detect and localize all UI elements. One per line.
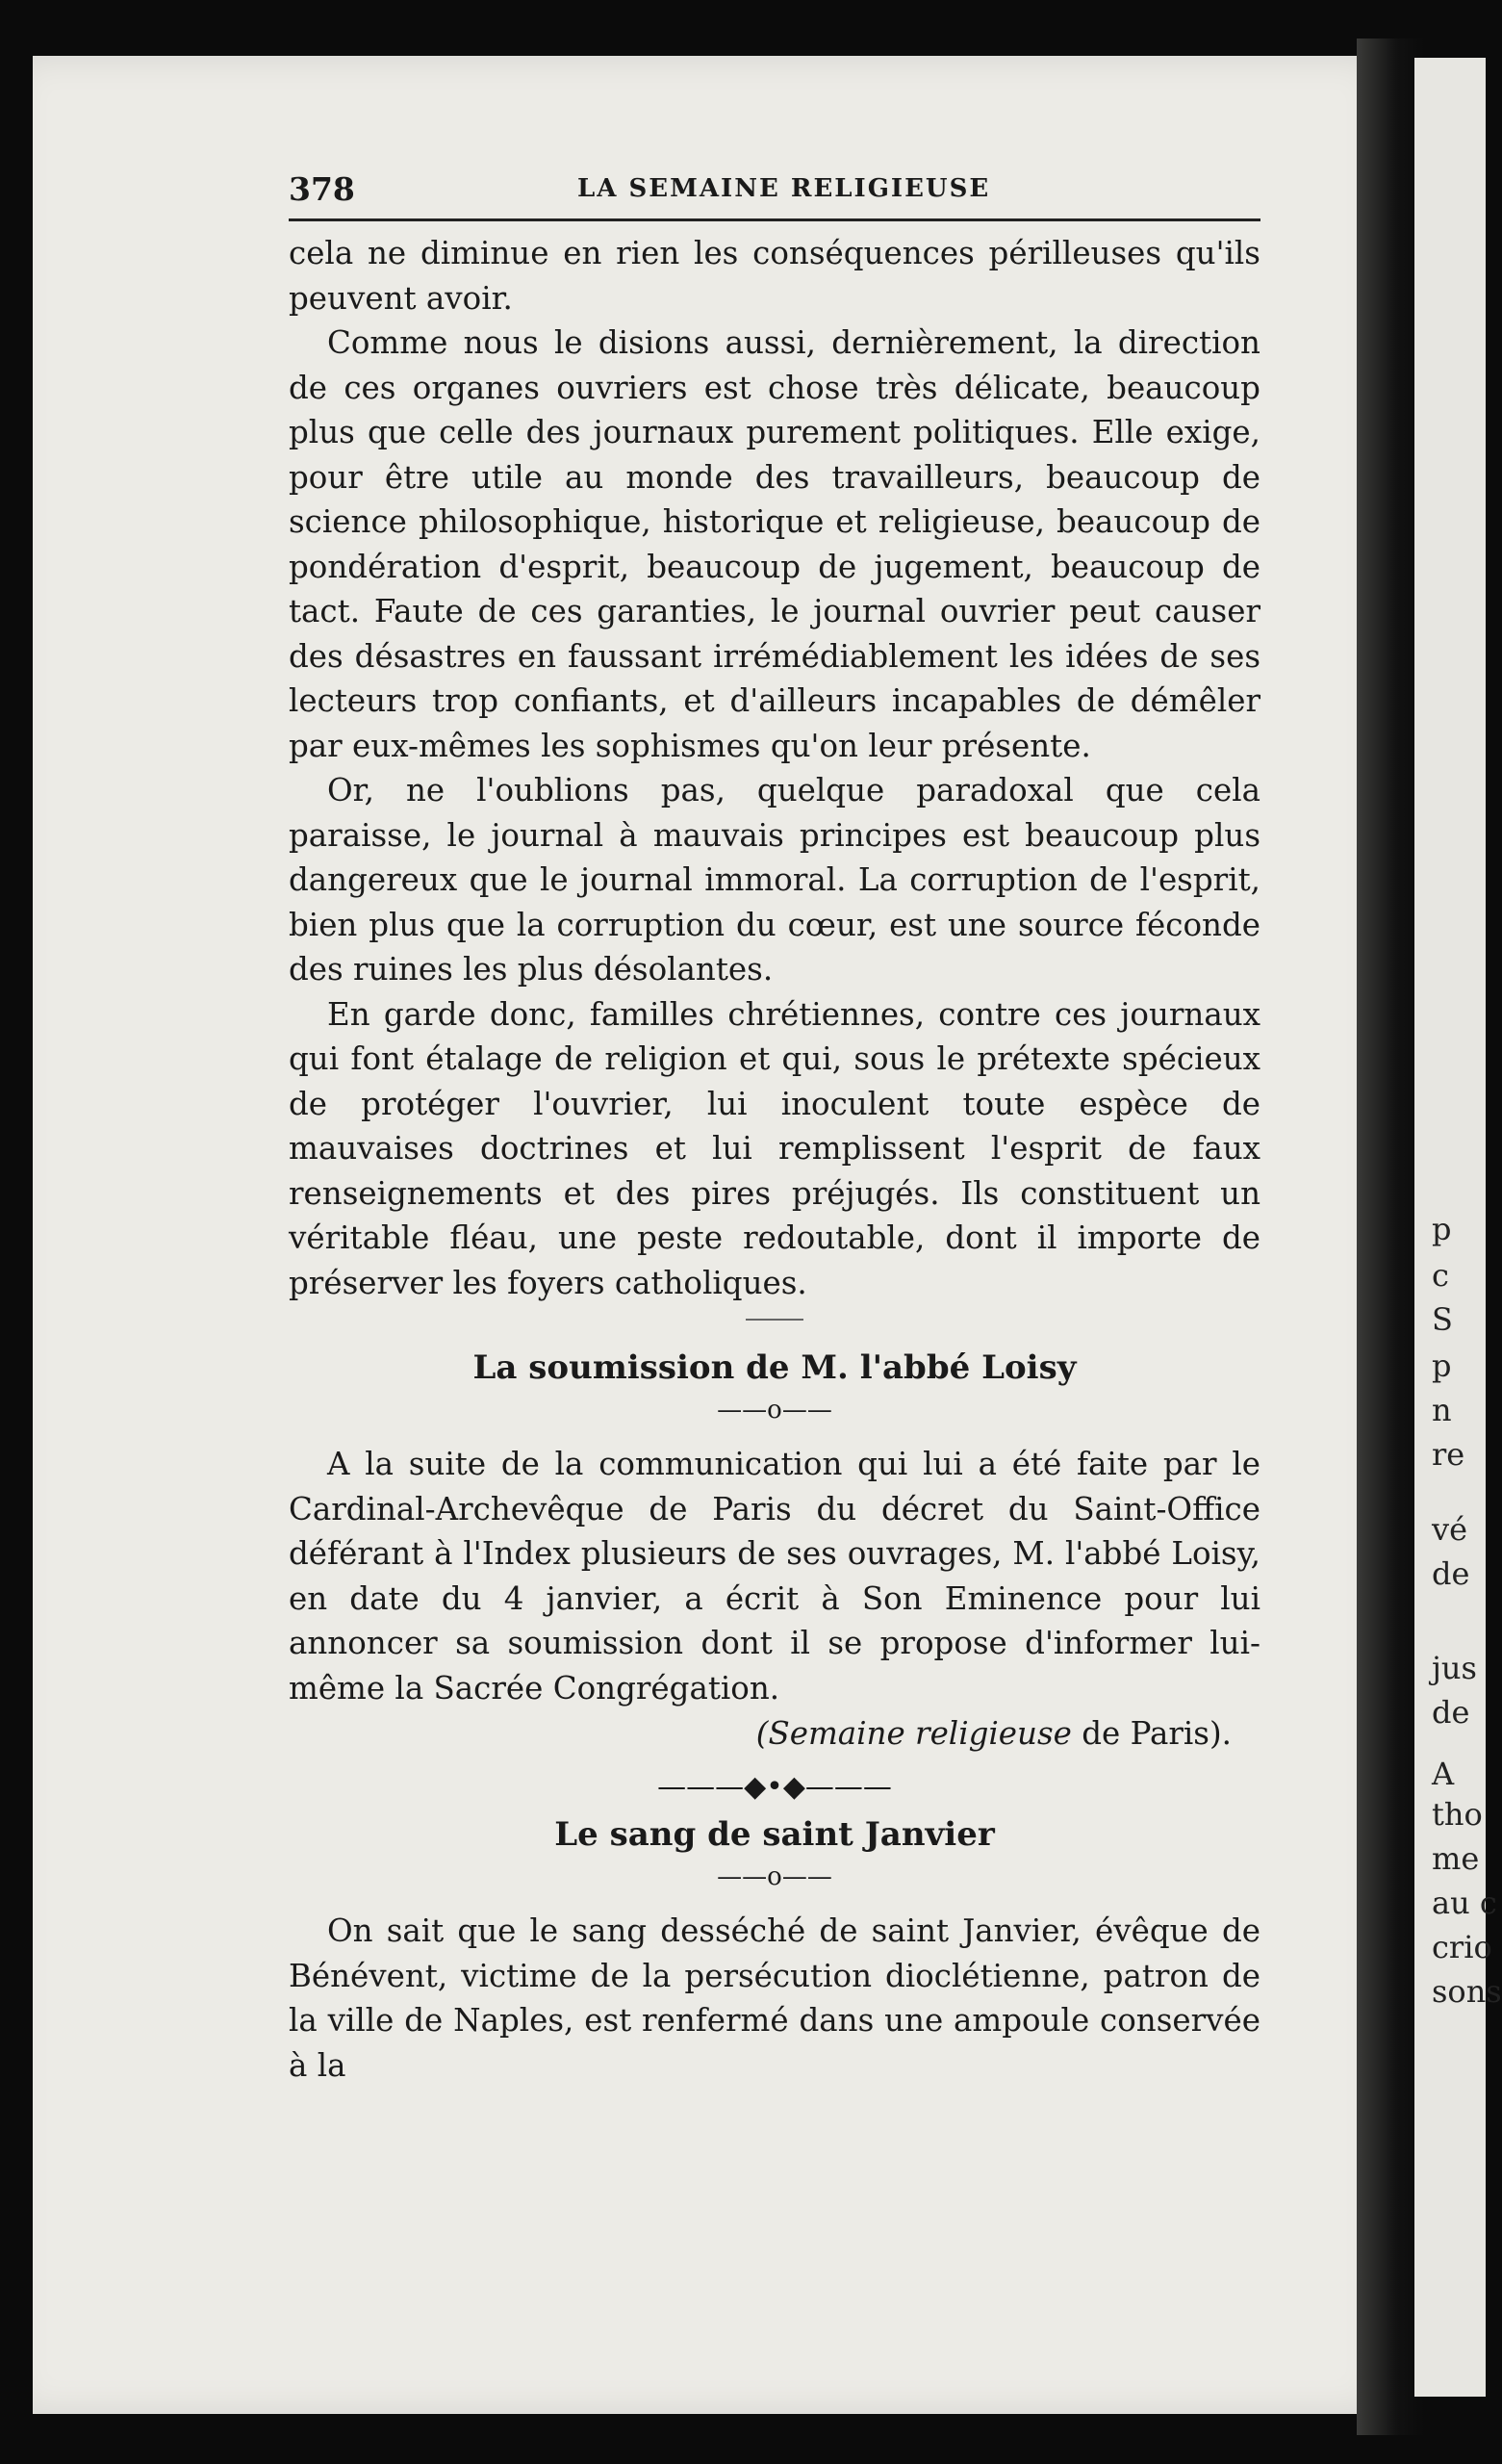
facing-page-fragment: n — [1432, 1392, 1452, 1428]
facing-page-fragment: de — [1432, 1555, 1470, 1592]
facing-page-fragment: vé — [1432, 1511, 1468, 1548]
title-ornament: ——o—— — [717, 1862, 832, 1891]
facing-page-fragment: re — [1432, 1436, 1465, 1473]
facing-page-fragment: p — [1432, 1348, 1452, 1384]
facing-page-fragment: au c — [1432, 1885, 1497, 1921]
facing-page-fragment: crio — [1432, 1929, 1492, 1965]
facing-page-fragment: tho — [1432, 1796, 1483, 1833]
page-number: 378 — [289, 170, 355, 208]
paragraph: En garde donc, familles chrétiennes, contre ces journaux qui font étalage de religion et qui, sous le prétexte spécieux de protéger l'ouvrier, lui inoculent toute espèce de mauvaises doctrines et lui remplissent l'esprit de faux renseignements et des pires préjugés. Ils constituent un véritable fléau, une peste redoutable, dont il importe de préserver les foyers catholiques. — [289, 995, 1260, 1301]
facing-page-edge — [1414, 58, 1502, 2397]
paragraph: A la suite de la communication qui lui a été faite par le Cardinal-Archevêque de Paris du décret du Saint-Office déférant à l'Index plusieurs de ses ouvrages, M. l'abbé Loisy, en date du 4 janvier, a écrit à Son Eminence pour lui annoncer sa soumission dont il se propose d'informer lui-même la Sacrée Congrégation. — [289, 1446, 1260, 1707]
paragraph: Comme nous le disions aussi, dernièrement, la direction de ces organes ouvriers est chose très délicate, beaucoup plus que celle des journaux purement politiques. Elle exige, pour être utile au monde des travailleurs, beaucoup de science philosophique, historique et religieuse, beaucoup de pondération d'esprit, beaucoup de jugement, beaucoup de tact. Faute de ces garanties, le journal ouvrier peut causer des désastres en faussant irrémédiablement les idées de ses lecteurs trop confiants, et d'ailleurs incapables de démêler par eux-mêmes les sophismes qu'on leur présente. — [289, 324, 1260, 764]
facing-page-fragment: me — [1432, 1840, 1480, 1877]
facing-page-fragment: c — [1432, 1257, 1449, 1294]
facing-page-fragment: p — [1432, 1211, 1452, 1247]
facing-page-fragment: de — [1432, 1694, 1470, 1731]
section-divider: ———◆•◆——— — [657, 1770, 892, 1804]
source-italic: (Semaine religieuse — [755, 1715, 1072, 1752]
source-citation — [289, 1710, 1260, 1757]
facing-page-fragment: S — [1432, 1301, 1453, 1338]
paragraph: On sait que le sang desséché de saint Janvier, évêque de Bénévent, victime de la persécution dioclétienne, patron de la ville de Naples, est renfermé dans une ampoule conservée à la — [289, 1912, 1260, 2084]
separator-rule — [746, 1319, 803, 1321]
source-rest: de Paris). — [1071, 1715, 1232, 1752]
paragraph: cela ne diminue en rien les conséquences périlleuses qu'ils peuvent avoir. — [289, 235, 1260, 317]
facing-page-fragment: jus — [1432, 1650, 1477, 1686]
facing-page-fragment: A — [1432, 1756, 1455, 1792]
section-title-janvier: Le sang de saint Janvier — [554, 1815, 995, 1854]
page-content — [289, 168, 1260, 2088]
paragraph: Or, ne l'oublions pas, quelque paradoxal que cela paraisse, le journal à mauvais principes est beaucoup plus dangereux que le journal immoral. La corruption de l'esprit, bien plus que la corruption du cœur, est une source féconde des ruines les plus désolantes. — [289, 772, 1260, 988]
section-title-loisy: La soumission de M. l'abbé Loisy — [472, 1348, 1077, 1387]
journal-title: LA SEMAINE RELIGIEUSE — [577, 174, 991, 203]
running-header — [289, 168, 1260, 221]
facing-page-fragment: sons — [1432, 1973, 1502, 2010]
title-ornament: ——o—— — [717, 1396, 832, 1424]
